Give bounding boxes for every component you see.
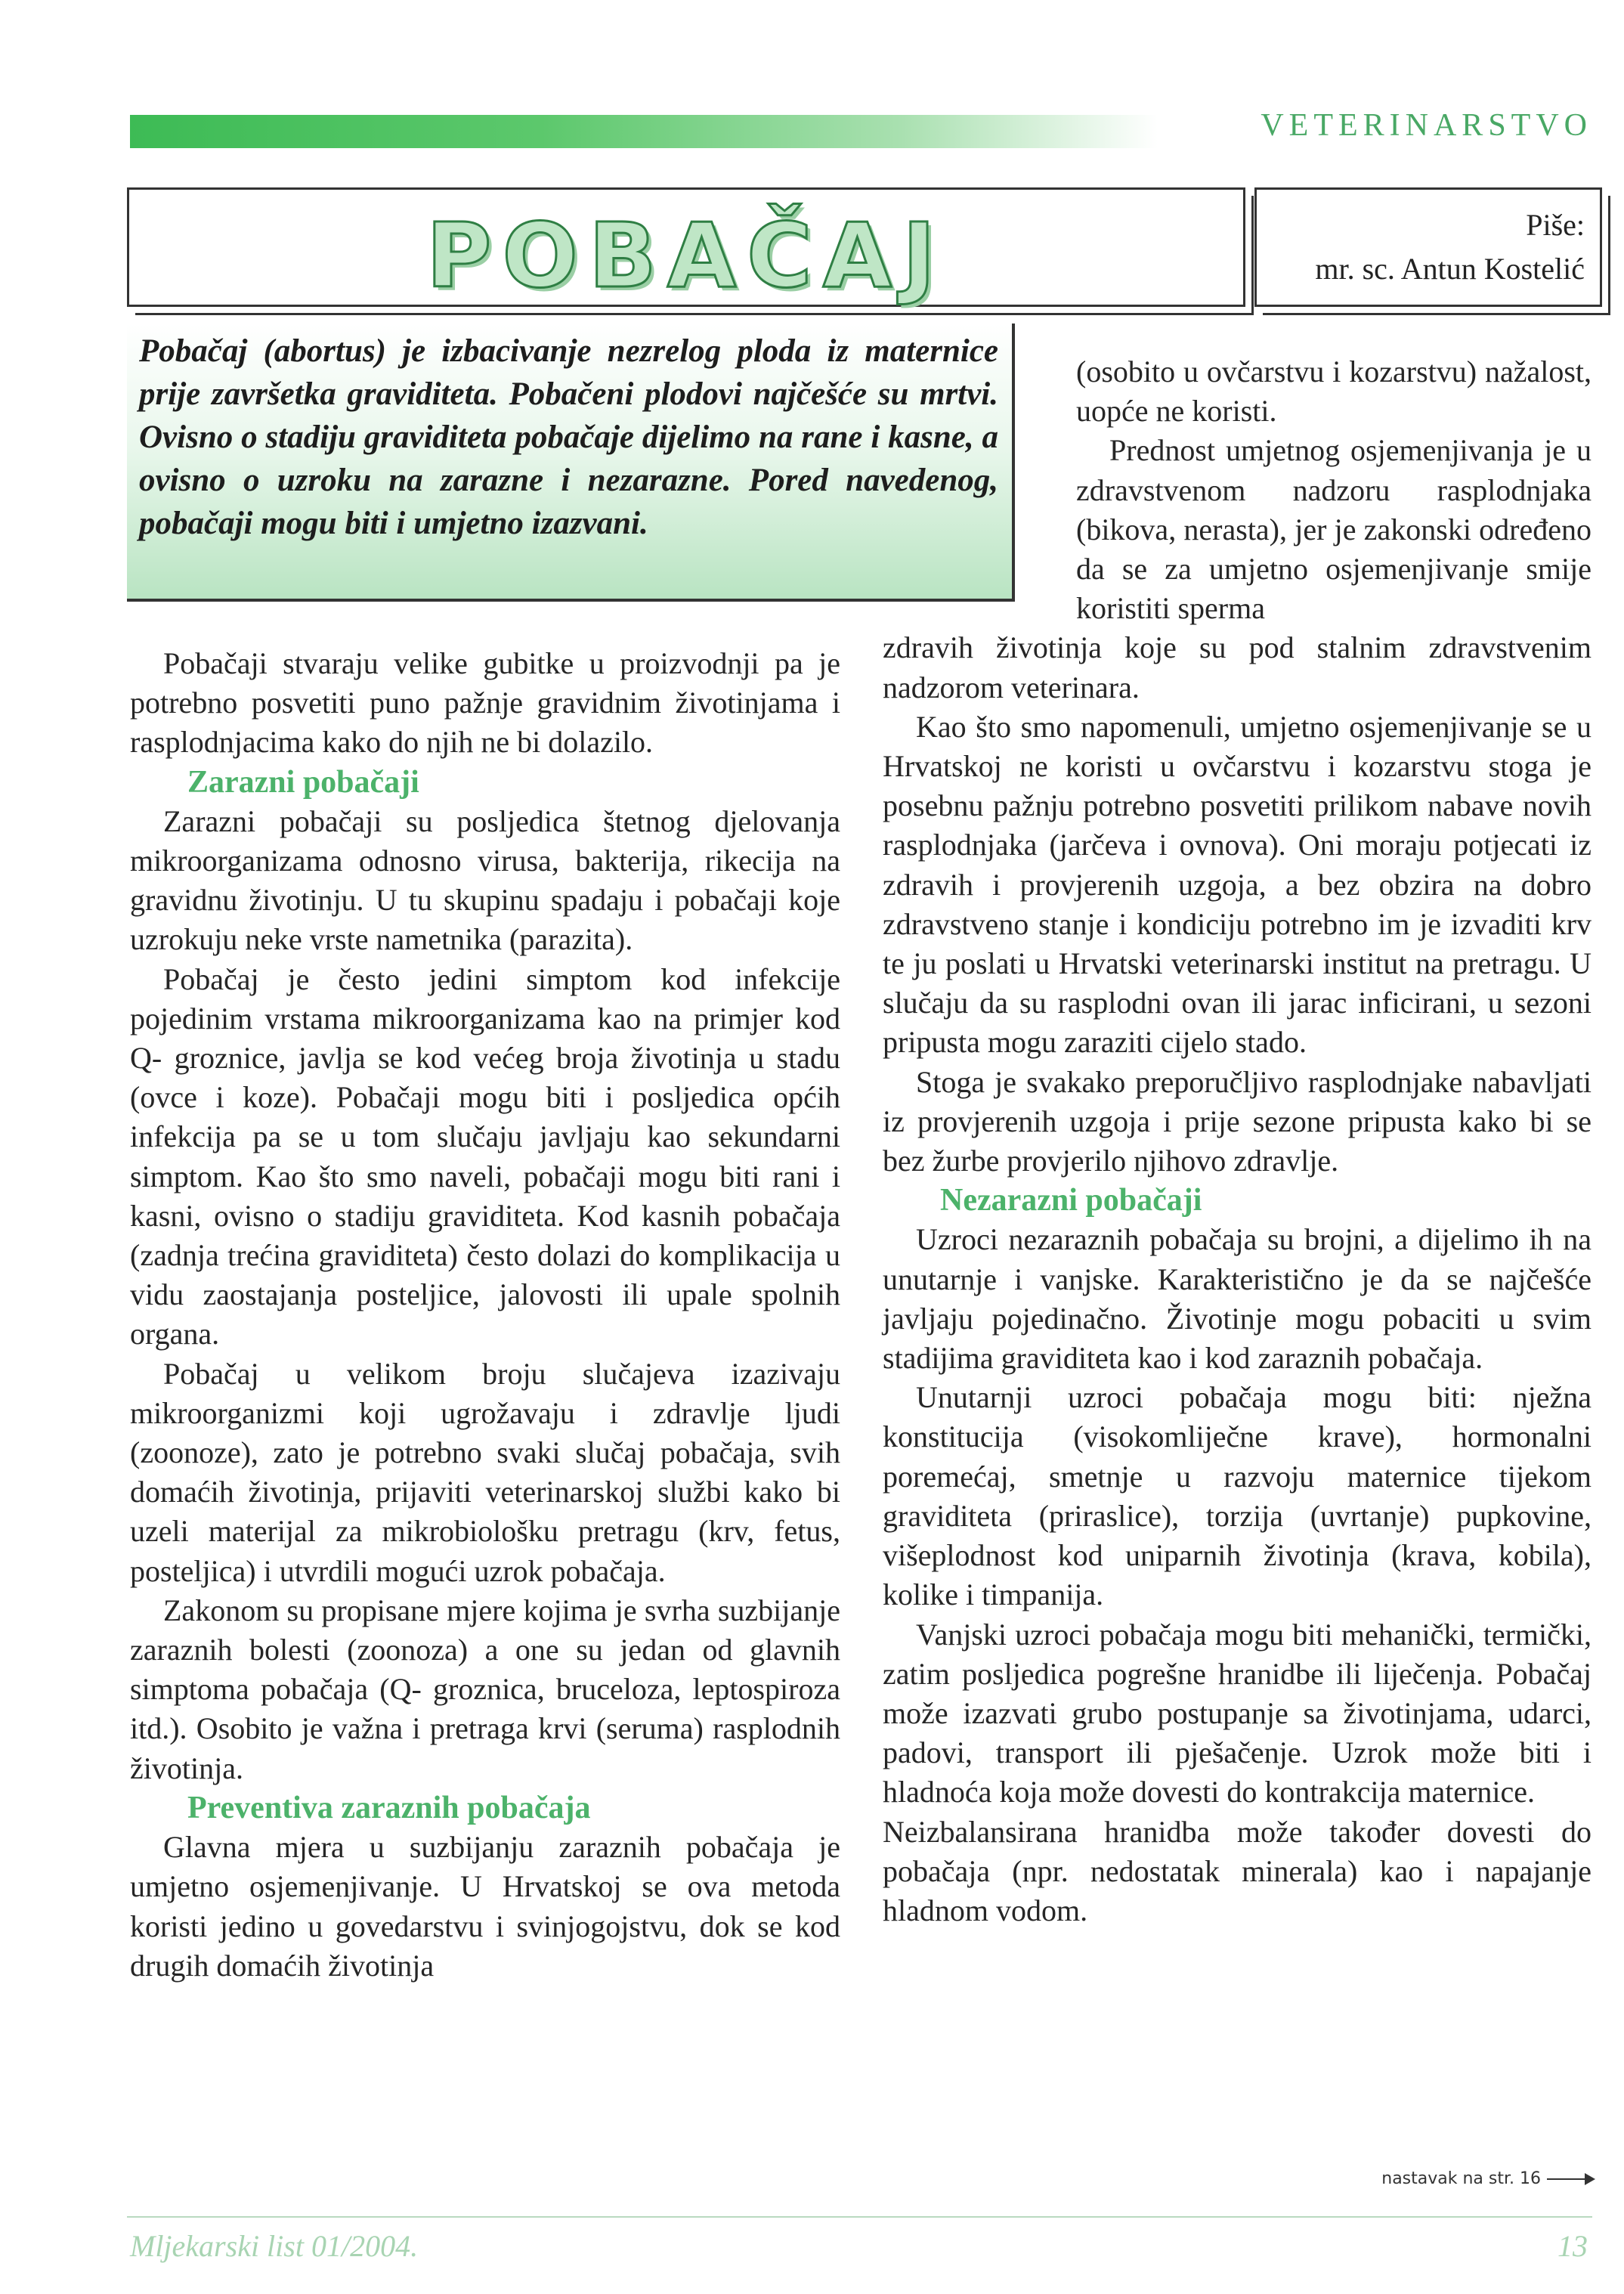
author-name: mr. sc. Antun Kostelić (1315, 252, 1585, 286)
paragraph: Prednost umjetnog osjemenjivanja je u zdravstvenom nadzoru rasplodnjaka (bikova, nerasta), jer je zakonski određeno da se za umjetno osjemenjivanje smije koristiti sperma (1076, 433, 1592, 626)
subheading-nezarazni: Nezarazni pobačaji (940, 1183, 1202, 1218)
lead-box (127, 324, 1015, 602)
right-column (883, 352, 1592, 1930)
arrow-right-icon (1547, 2178, 1592, 2180)
paragraph: Kao što smo napomenuli, umjetno osjemenjivanje se u Hrvatskoj ne koristi u ovčarstvu i kozarstvu stoga je posebnu pažnju potrebno posvetiti prilikom nabave novih rasplodnjaka (jarčeva i ovnova). Oni moraju potjecati iz zdravih i provjerenih uzgoja, a bez obzira na dobro zdravstveno stanje i kondiciju potrebno im je izvaditi krv te ju poslati u Hrvatski veterinarski institut na pretragu. U slučaju da su rasplodni ovan ili jarac inficirani, u sezoni pripusta mogu zaraziti cijelo stado. (883, 709, 1592, 1060)
paragraph: Pobačaj je često jedini simptom kod infekcije pojedinim vrstama mikroorganizama kao na primjer kod Q- groznice, javlja se kod većeg broja životinja u stadu (ovce i koze). Pobačaji mogu biti i posljedica općih infekcija pa se u tom slučaju javljaju kao sekundarni simptom. Kao što smo naveli, pobačaji mogu biti rani i kasni, ovisno o stadiju graviditeta. Kod kasnih pobačaja (zadnja trećina graviditeta) često dolazi do komplikacija u vidu zaostajanja posteljice, jalovosti ili upale spolnih organa. (130, 961, 840, 1351)
article-title: POBAČAJ (426, 203, 946, 308)
author-label: Piše: (1526, 208, 1585, 242)
paragraph: (osobito u ovčarstvu i kozarstvu) nažalost, uopće ne koristi. (1076, 354, 1592, 429)
paragraph: Zakonom su propisane mjere kojima je svrha suzbijanje zaraznih bolesti (zoonoza) a one su jedan od glavnih simptoma pobačaja (Q- groznica, bruceloza, leptospiroza itd.). Osobito je važna i pretraga krvi (seruma) rasplodnih životinja. (130, 1593, 840, 1785)
paragraph: Neizbalansirana hranidba može također dovesti do pobačaja (npr. nedostatak minerala) kao i napajanje hladnom vodom. (883, 1814, 1592, 1927)
continue-note (1381, 2169, 1592, 2188)
author-box (1254, 187, 1602, 307)
footer-publication: Mljekarski list 01/2004. (130, 2229, 419, 2263)
right-column-top-block (883, 352, 1592, 628)
subheading-zarazni: Zarazni pobačaji (187, 764, 419, 800)
footer-page-number: 13 (1557, 2229, 1588, 2263)
paragraph: Glavna mjera u suzbijanju zaraznih pobačaja je umjetno osjemenjivanje. U Hrvatskoj se ova metoda koristi jedino u govedarstvu i svinjogojstvu, dok se kod drugih domaćih životinja (130, 1830, 840, 1983)
title-box (127, 187, 1245, 307)
header-color-bar (130, 115, 1158, 148)
subheading-preventiva: Preventiva zaraznih pobačaja (187, 1790, 591, 1825)
paragraph: Pobačaji stvaraju velike gubitke u proizvodnji pa je potrebno posvetiti puno pažnje gravidnim životinjama i rasplodnjacima kako do njih ne bi dolazilo. (130, 646, 840, 760)
paragraph: Unutarnji uzroci pobačaja mogu biti: nježna konstitucija (visokomliječne krave), hormonalni poremećaj, smetnje u razvoju maternice tijekom graviditeta (priraslice), torzija (uvrtanje) pupkovine, višeplodnost kod uniparnih životinja (krava, kobila), kolike i timpanija. (883, 1380, 1592, 1612)
paragraph: Stoga je svakako preporučljivo rasplodnjake nabavljati iz provjerenih uzgoja i prije sezone pripusta kako bi se bez žurbe provjerilo njihovo zdravlje. (883, 1064, 1592, 1178)
footer-divider (127, 2216, 1592, 2218)
section-label: VETERINARSTVO (1261, 108, 1592, 143)
left-column (130, 644, 840, 1986)
paragraph: Vanjski uzroci pobačaja mogu biti mehanički, termički, zatim posljedica pogrešne hranidbe ili liječenja. Pobačaj može izazvati grubo postupanje sa životinjama, udarci, padovi, transport ili pješačenje. Uzrok može biti i hladnoća koja može dovesti do kontrakcija maternice. (883, 1617, 1592, 1810)
continue-note-text: nastavak na str. 16 (1381, 2169, 1541, 2188)
paragraph: zdravih životinja koje su pod stalnim zdravstvenim nadzorom veterinara. (883, 630, 1592, 704)
paragraph: Pobačaj u velikom broju slučajeva izazivaju mikroorganizmi koji ugrožavaju i zdravlje ljudi (zoonoze), zato je potrebno svaki slučaj pobačaja, svih domaćih životinja, prijaviti veterinarskoj službi kako bi uzeli materijal za mikrobiološku pretragu (krv, fetus, posteljica) i utvrdili mogući uzrok pobačaja. (130, 1356, 840, 1588)
paragraph: Uzroci nezaraznih pobačaja su brojni, a dijelimo ih na unutarnje i vanjske. Karakteristično je da se najčešće javljaju pojedinačno. Životinje mogu pobaciti u svim stadijima graviditeta kao i kod zaraznih pobačaja. (883, 1222, 1592, 1376)
lead-paragraph: Pobačaj (abortus) je izbacivanje nezrelog ploda iz maternice prije završetka graviditeta. Pobačeni plodovi najčešće su mrtvi. Ovisno o stadiju graviditeta pobačaje dijelimo na rane i kasne, a ovisno o uzroku na zarazne i nezarazne. Pored navedenog, pobačaji mogu biti i umjetno izazvani. (139, 333, 998, 541)
paragraph: Zarazni pobačaji su posljedica štetnog djelovanja mikroorganizama odnosno virusa, bakterija, rikecija na gravidnu životinju. U tu skupinu spadaju i pobačaji koje uzrokuju neke vrste nametnika (parazita). (130, 803, 840, 957)
